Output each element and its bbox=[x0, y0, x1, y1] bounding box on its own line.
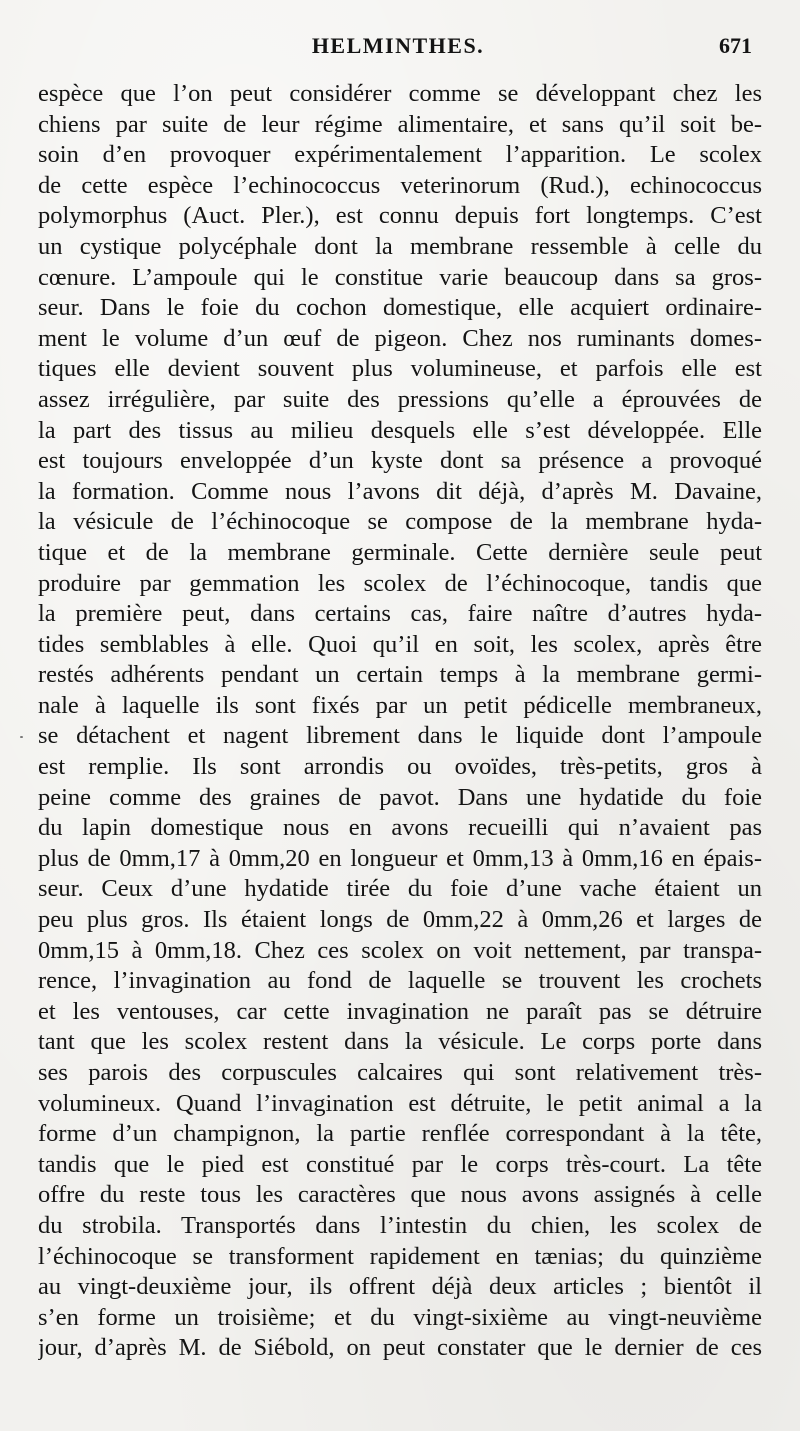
text-line: espèce que l’on peut considérer comme se développant chez les bbox=[38, 80, 762, 107]
text-line: de cette espèce l’echinococcus veterinorum (Rud.), echinococcus bbox=[38, 171, 762, 199]
text-line: polymorphus (Auct. Pler.), est connu depuis fort longtemps. C’est bbox=[38, 202, 762, 230]
body-text bbox=[38, 79, 762, 1364]
text-line: tides semblables à elle. Quoi qu’il en soit, les scolex, après être bbox=[38, 630, 762, 658]
text-line: forme d’un champignon, la partie renflée correspondant à la tête, bbox=[38, 1120, 762, 1148]
text-line: est toujours enveloppée d’un kyste dont sa présence a provoqué bbox=[38, 447, 762, 475]
text-line: produire par gemmation les scolex de l’échinocoque, tandis que bbox=[38, 569, 762, 597]
text-line: tique et de la membrane germinale. Cette dernière seule peut bbox=[38, 538, 762, 566]
page-number: 671 bbox=[719, 33, 752, 58]
text-line: et les ventouses, car cette invagination ne paraît pas se détruire bbox=[38, 997, 762, 1025]
text-line: seur. Ceux d’une hydatide tirée du foie d’une vache étaient un bbox=[38, 875, 762, 903]
running-head: HELMINTHES. bbox=[311, 33, 485, 58]
text-line: tiques elle devient souvent plus volumineuse, et parfois elle est bbox=[38, 355, 762, 383]
text-line: volumineux. Quand l’invagination est détruite, le petit animal a la bbox=[38, 1089, 762, 1117]
text-line: tandis que le pied est constitué par le corps très-court. La tête bbox=[38, 1150, 762, 1178]
text-line: offre du reste tous les caractères que nous avons assignés à celle bbox=[38, 1181, 762, 1209]
text-line: 0mm,15 à 0mm,18. Chez ces scolex on voit nettement, par transpa- bbox=[38, 936, 762, 964]
text-line: du lapin domestique nous en avons recueilli qui n’avaient pas bbox=[38, 814, 762, 842]
text-line: assez irrégulière, par suite des pressions qu’elle a éprouvées de bbox=[38, 385, 762, 413]
text-line: l’échinocoque se transforment rapidement en tænias; du quinzième bbox=[38, 1242, 762, 1270]
text-line: peu plus gros. Ils étaient longs de 0mm,22 à 0mm,26 et larges de bbox=[38, 906, 762, 934]
text-line: rence, l’invagination au fond de laquelle se trouvent les crochets bbox=[38, 967, 762, 995]
text-line: nale à laquelle ils sont fixés par un petit pédicelle membraneux, bbox=[38, 691, 762, 719]
text-line: jour, d’après M. de Siébold, on peut constater que le dernier de ces bbox=[38, 1334, 762, 1362]
text-line: peine comme des graines de pavot. Dans une hydatide du foie bbox=[38, 783, 762, 811]
text-line: la formation. Comme nous l’avons dit déjà, d’après M. Davaine, bbox=[38, 477, 762, 505]
text-line: est remplie. Ils sont arrondis ou ovoïdes, très-petits, gros à bbox=[38, 753, 762, 781]
text-line: tant que les scolex restent dans la vésicule. Le corps porte dans bbox=[38, 1028, 762, 1056]
text-line: soin d’en provoquer expérimentalement l’apparition. Le scolex bbox=[38, 141, 762, 169]
text-line: un cystique polycéphale dont la membrane ressemble à celle du bbox=[38, 232, 762, 260]
print-speck bbox=[20, 736, 23, 738]
text-line: restés adhérents pendant un certain temps à la membrane germi- bbox=[38, 661, 762, 689]
page-header bbox=[36, 30, 760, 66]
text-line: cœnure. L’ampoule qui le constitue varie beaucoup dans sa gros- bbox=[38, 263, 762, 291]
text-line: plus de 0mm,17 à 0mm,20 en longueur et 0mm,13 à 0mm,16 en épais- bbox=[38, 844, 762, 872]
text-line: la part des tissus au milieu desquels elle s’est développée. Elle bbox=[38, 416, 762, 444]
text-line: s’en forme un troisième; et du vingt-sixième au vingt-neuvième bbox=[38, 1303, 762, 1331]
text-line: la vésicule de l’échinocoque se compose de la membrane hyda- bbox=[38, 508, 762, 536]
text-line: seur. Dans le foie du cochon domestique, elle acquiert ordinaire- bbox=[38, 294, 762, 322]
text-line: du strobila. Transportés dans l’intestin du chien, les scolex de bbox=[38, 1211, 762, 1239]
text-line: ment le volume d’un œuf de pigeon. Chez nos ruminants domes- bbox=[38, 324, 762, 352]
text-line: la première peut, dans certains cas, faire naître d’autres hyda- bbox=[38, 600, 762, 628]
text-line: se détachent et nagent librement dans le liquide dont l’ampoule bbox=[38, 722, 762, 750]
text-line: au vingt-deuxième jour, ils offrent déjà deux articles ; bientôt il bbox=[38, 1273, 762, 1301]
text-line: ses parois des corpuscules calcaires qui sont relativement très- bbox=[38, 1059, 762, 1086]
text-line: chiens par suite de leur régime alimentaire, et sans qu’il soit be- bbox=[38, 110, 762, 138]
